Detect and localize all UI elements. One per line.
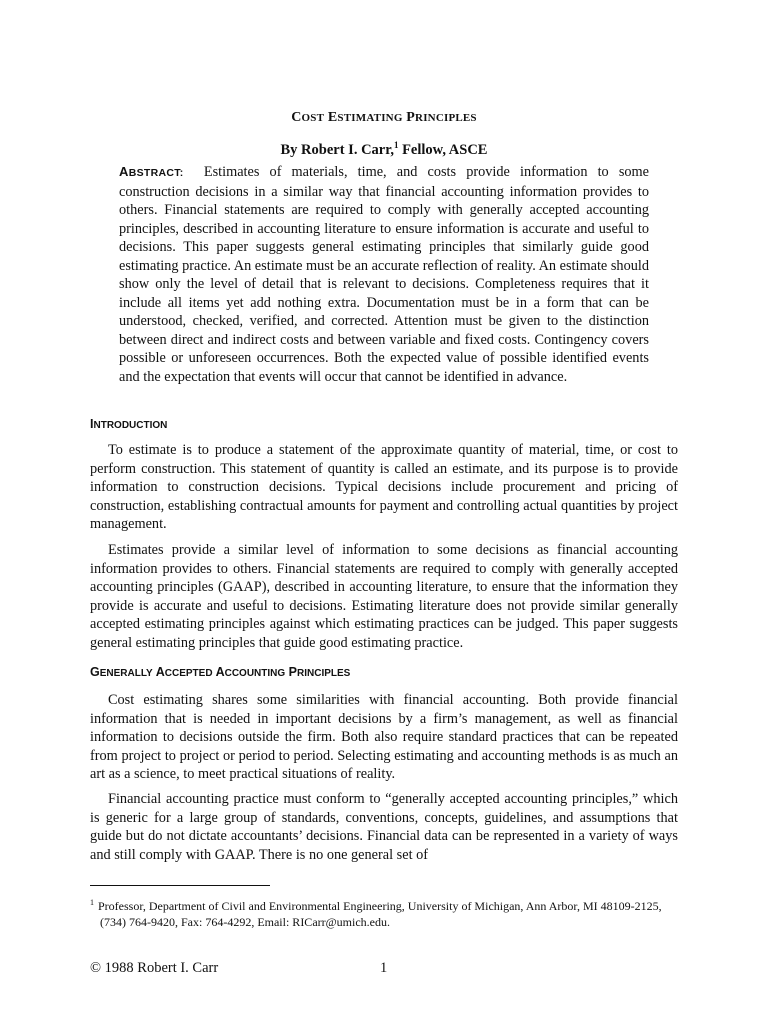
- footnote: $^1$ Professor, Department of Civil and Environmental Engineering, University of Michigan, Ann Arbor, MI 48109-2125, (734) 764-9420, Fax: 764-4292, Email: RICarr@umich.edu.: [90, 898, 662, 929]
- abstract-text: Estimates of materials, time, and costs provide information to some construction decisions in a similar way that financial accounting information provides to others. Financial statements are required to comply with generally accepted accounting principles, described in accounting literature to ensure information is accurate and useful to decisions. This paper suggests general estimating principles that similarly guide good estimating practice. An estimate must be an accurate reflection of reality. An estimate should show only the level of detail that is relevant to decisions. Completeness requires that it include all items yet add nothing extra. Documentation must be in a form that can be understood, checked, verified, and corrected. Attention must be given to the distinction between direct and indirect costs and between variable and fixed costs. Contingency covers possible or unforeseen occurrences. Both the expected value of possible identified events and the expectation that events will occur that cannot be identified in advance.: [119, 164, 649, 385]
- paragraph: Estimates provide a similar level of information to some decisions as financial accounting information provides to others. Financial statements are required to comply with generally accepted accounting principles (GAAP), described in accounting literature, to ensure that the information they provide is accurate and useful to decisions. Estimating literature does not provide similar generally accepted estimating principles against which estimating practices can be judged. This paper suggests general estimating principles that guide good estimating practice.: [90, 542, 678, 651]
- section-heading-gaap: GENERALLY ACCEPTED ACCOUNTING PRINCIPLES: [90, 665, 351, 679]
- author-byline: By Robert I. Carr,$^1$ Fellow, ASCE: [280, 140, 488, 158]
- footnote-divider: [90, 885, 270, 886]
- section-heading-introduction: INTRODUCTION: [90, 417, 168, 431]
- paragraph: To estimate is to produce a statement of the approximate quantity of material, time, or cost to perform construction. This statement of quantity is called an estimate, and its purpose is to provide information to construction decisions. Typical decisions include procurement and pricing of construction, establishing contractual amounts for payment and controlling actual quantities by project management.: [90, 442, 678, 532]
- footnote-marker: 1: [393, 140, 399, 150]
- footnote-mark: 1: [90, 898, 94, 907]
- paragraph: Cost estimating shares some similarities with financial accounting. Both provide financial information that is needed in important decisions by a firm’s management, as well as financial information to decisions outside the firm. Both also require standard practices that can be repeated from project to project or period to period. Selecting estimating and accounting methods is as much an art as a science, to meet practical situations of reality.: [90, 692, 678, 782]
- page-number: 1: [380, 960, 388, 976]
- abstract-label: ABSTRACT:: [119, 164, 184, 179]
- copyright-notice: © 1988 Robert I. Carr: [90, 960, 219, 976]
- abstract: [119, 163, 649, 386]
- paper-title: COST ESTIMATING PRINCIPLES: [291, 110, 477, 125]
- paragraph: Financial accounting practice must conform to “generally accepted accounting principles,” which is generic for a large group of standards, conventions, concepts, guidelines, and assumptions that guide but do not dictate accountants’ decisions. Financial data can be represented in a variety of ways and still comply with GAAP. There is no one general set of: [90, 791, 678, 863]
